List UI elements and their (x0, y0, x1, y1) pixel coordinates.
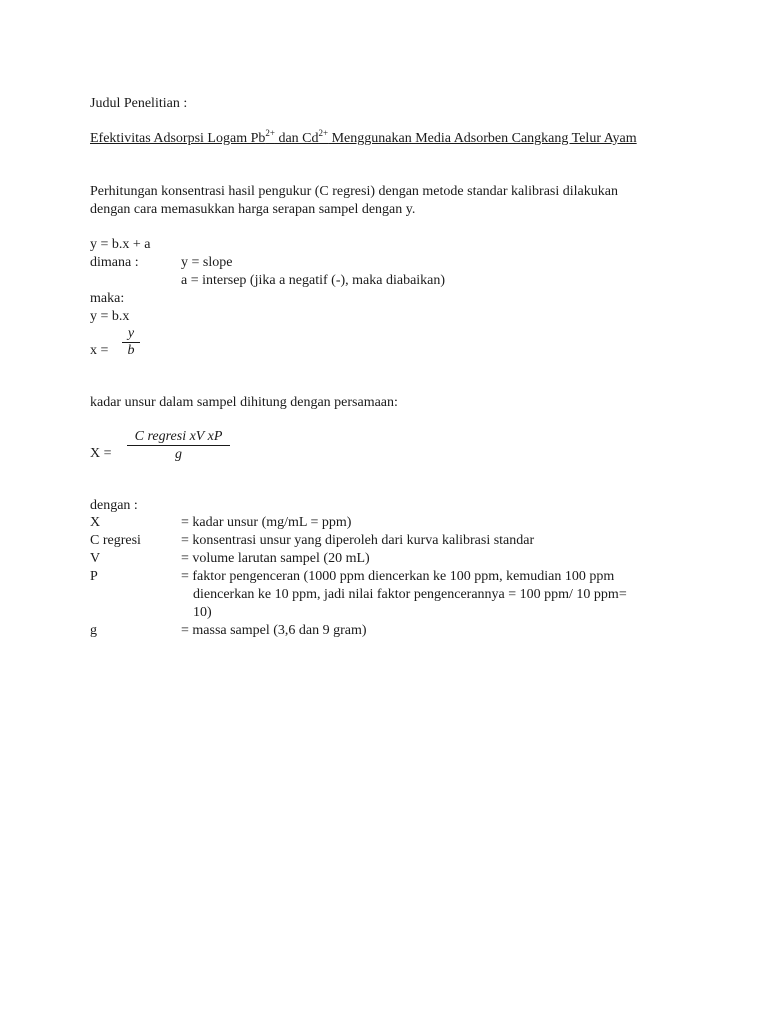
dimana-label: dimana : (90, 255, 139, 270)
x-fraction-numerator: y (122, 326, 140, 343)
definition-symbol: C regresi (90, 533, 141, 548)
equation-simplified: y = b.x (90, 309, 130, 324)
definition-description: = faktor pengenceran (1000 ppm diencerkan ke 100 ppm, kemudian 100 ppm (181, 569, 615, 584)
title-part-1: Efektivitas Adsorpsi Logam Pb (90, 131, 266, 146)
title-part-2: dan Cd (274, 131, 319, 146)
formula-fraction (127, 429, 230, 463)
definition-continuation: diencerkan ke 10 ppm, jadi nilai faktor pengencerannya = 100 ppm/ 10 ppm= (193, 587, 627, 602)
formula-numerator: C regresi xV xP (127, 429, 230, 446)
definition-symbol: P (90, 569, 98, 584)
definition-symbol: V (90, 551, 101, 566)
dimana-slope: y = slope (181, 255, 233, 270)
maka-label: maka: (90, 291, 125, 306)
x-fraction (122, 326, 140, 359)
definition-description: = massa sampel (3,6 dan 9 gram) (181, 623, 367, 638)
title-superscript-1: 2+ (265, 128, 275, 138)
paragraph-line-2: dengan cara memasukkan harga serapan sampel dengan y. (90, 202, 416, 217)
formula-label: X = (90, 446, 112, 461)
kadar-text: kadar unsur dalam sampel dihitung dengan persamaan: (90, 395, 398, 410)
title-superscript-2: 2+ (318, 128, 329, 138)
formula-denominator: g (175, 447, 182, 462)
paragraph-line-1: Perhitungan konsentrasi hasil pengukur (C regresi) dengan metode standar kalibrasi dilakukan (90, 184, 618, 199)
x-label: x = (90, 343, 109, 358)
definition-description: = kadar unsur (mg/mL = ppm) (181, 515, 352, 530)
definitions-intro: dengan : (90, 498, 138, 513)
definition-description: = konsentrasi unsur yang diperoleh dari kurva kalibrasi standar (181, 533, 535, 548)
research-title (90, 130, 637, 148)
equation-linear: y = b.x + a (90, 237, 151, 252)
definition-symbol: g (90, 623, 97, 638)
x-fraction-denominator: b (127, 343, 135, 358)
definition-symbol: X (90, 515, 101, 530)
definition-continuation: 10) (193, 605, 212, 620)
dimana-intercept: a = intersep (jika a negatif (-), maka diabaikan) (181, 273, 446, 288)
definition-description: = volume larutan sampel (20 mL) (181, 551, 370, 566)
title-part-3: Menggunakan Media Adsorben Cangkang Telur Ayam (328, 131, 637, 146)
heading-label: Judul Penelitian : (90, 96, 188, 111)
